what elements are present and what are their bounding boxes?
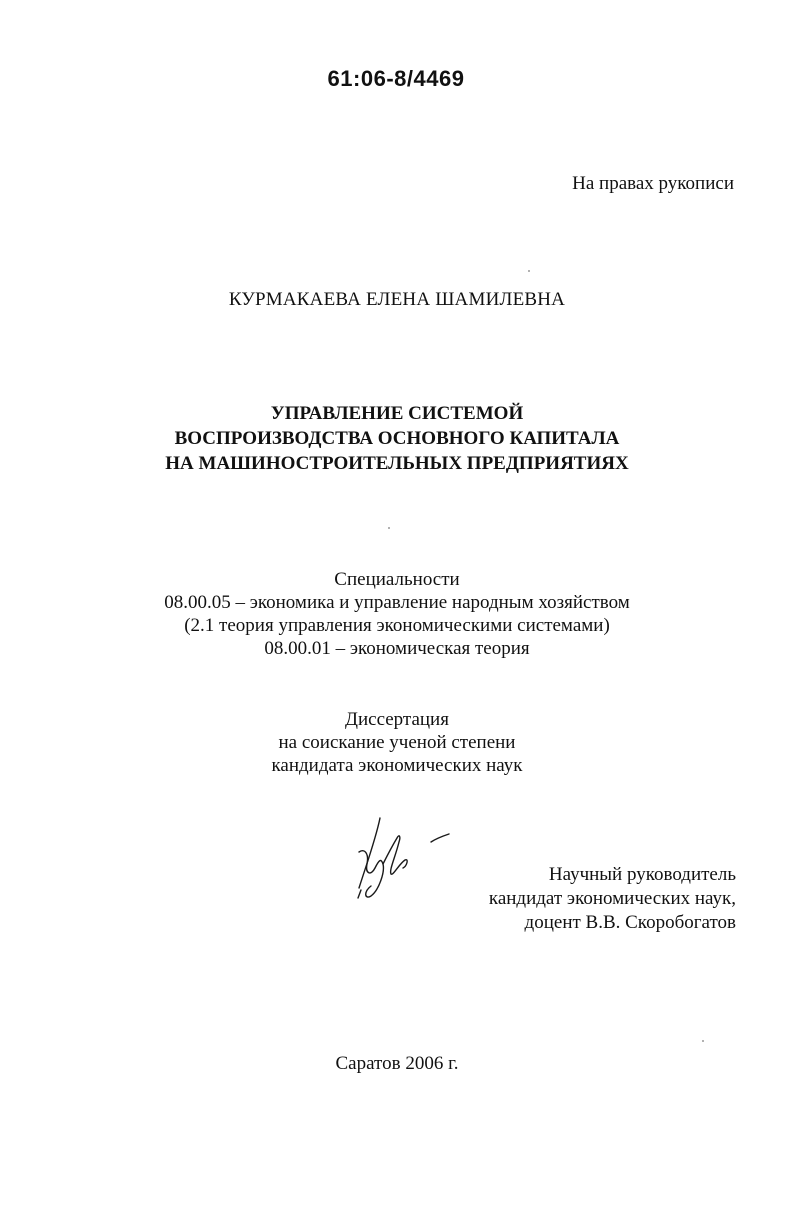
handwritten-signature — [345, 808, 455, 908]
degree-block — [0, 708, 794, 777]
author-name: КУРМАКАЕВА ЕЛЕНА ШАМИЛЕВНА — [228, 289, 566, 310]
specialty-block — [0, 568, 794, 660]
advisor-line: Научный руководитель — [548, 864, 736, 885]
specialty-line: 08.00.01 – экономическая теория — [264, 638, 530, 659]
title-line: НА МАШИНОСТРОИТЕЛЬНЫХ ПРЕДПРИЯТИЯХ — [165, 453, 629, 474]
scan-speck — [528, 270, 530, 272]
scan-speck — [388, 527, 390, 529]
advisor-line: доцент В.В. Скоробогатов — [524, 912, 736, 933]
specialty-line: (2.1 теория управления экономическими системами) — [184, 615, 610, 636]
advisor-block — [489, 863, 736, 935]
degree-line: кандидата экономических наук — [271, 755, 523, 776]
degree-line: Диссертация — [345, 709, 449, 730]
advisor-line: кандидат экономических наук, — [488, 888, 736, 909]
dissertation-title — [0, 401, 794, 476]
archive-code: 61:06-8/4469 — [327, 66, 465, 91]
specialty-line: 08.00.05 – экономика и управление народным хозяйством — [164, 592, 630, 613]
specialty-heading: Специальности — [334, 569, 460, 590]
rights-note: На правах рукописи — [572, 173, 734, 194]
degree-line: на соискание ученой степени — [278, 732, 516, 753]
scan-speck — [702, 1040, 704, 1042]
title-line: ВОСПРОИЗВОДСТВА ОСНОВНОГО КАПИТАЛА — [174, 428, 620, 449]
place-year: Саратов 2006 г. — [335, 1053, 459, 1074]
title-line: УПРАВЛЕНИЕ СИСТЕМОЙ — [270, 403, 524, 424]
